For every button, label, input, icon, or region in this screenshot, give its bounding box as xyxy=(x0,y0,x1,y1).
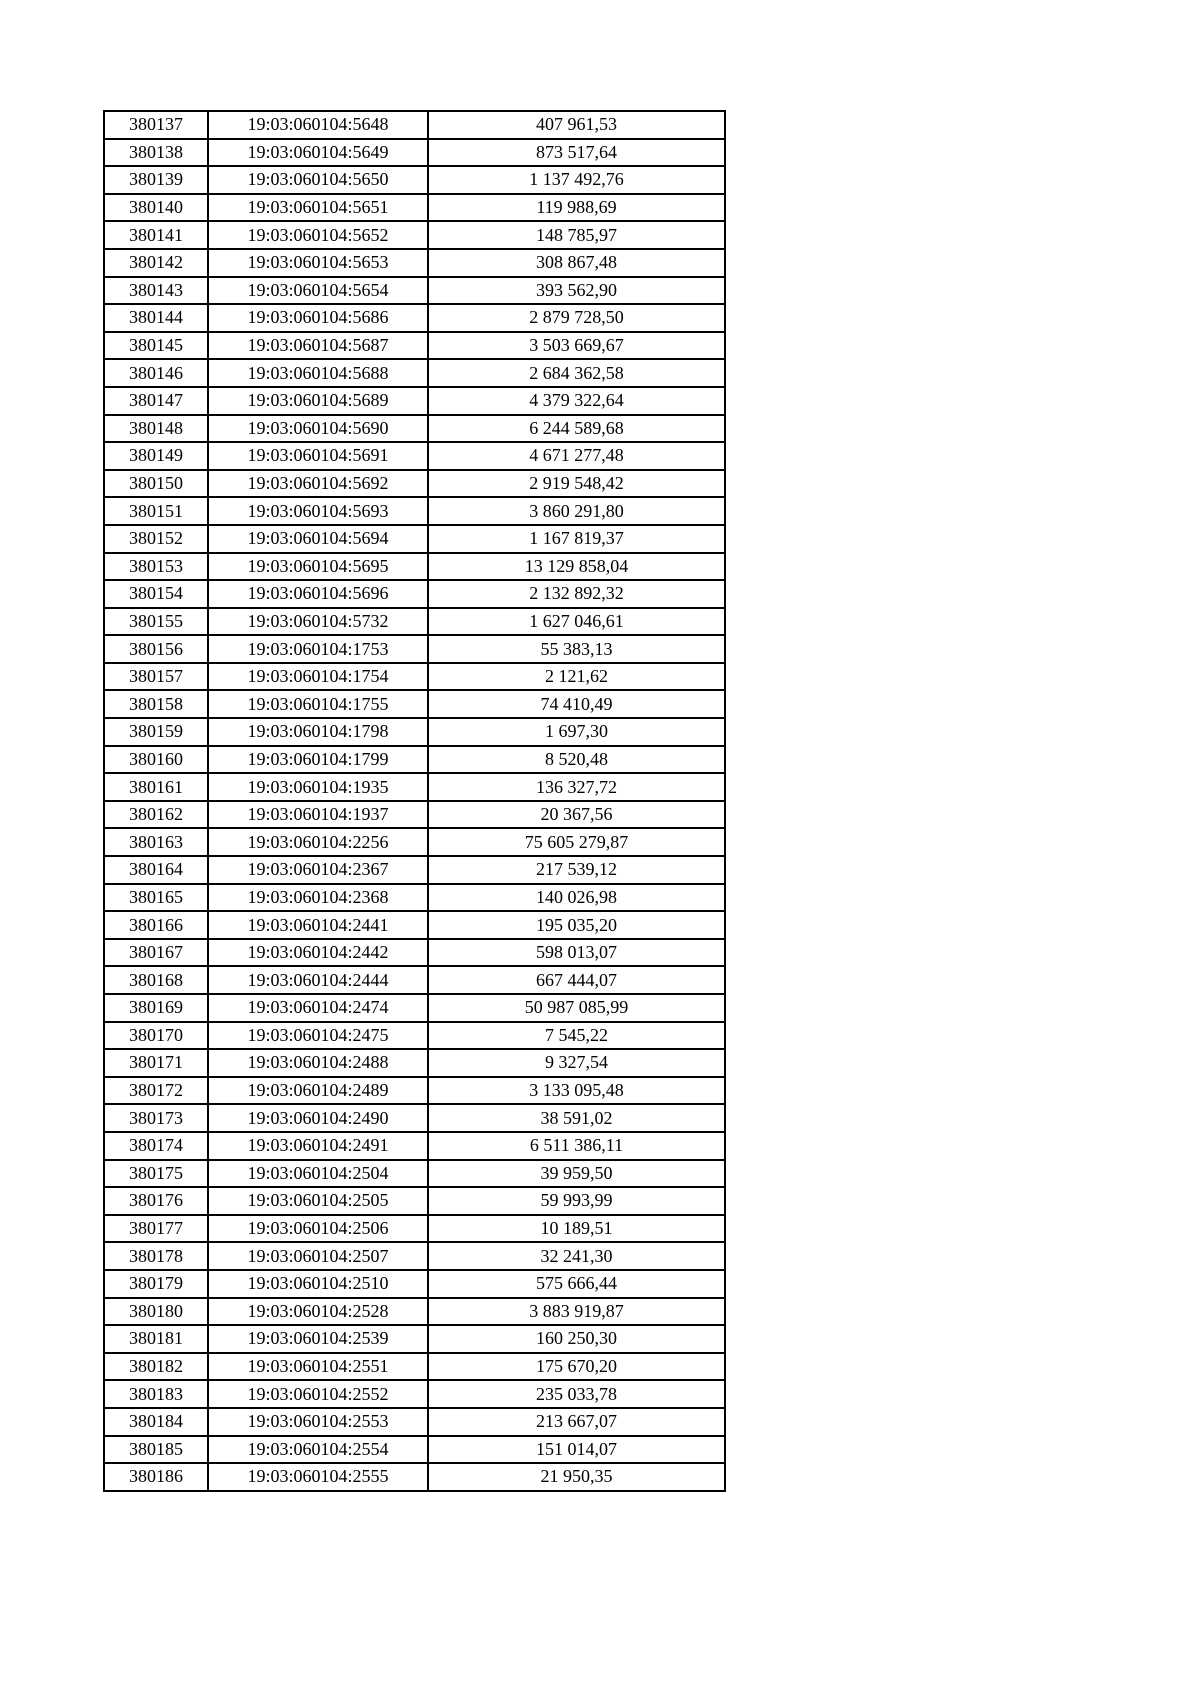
table-row xyxy=(104,277,725,305)
row-number-cell: 380166 xyxy=(104,911,208,939)
cadastral-number-cell: 19:03:060104:1753 xyxy=(208,635,428,663)
cadastral-number-cell: 19:03:060104:5650 xyxy=(208,166,428,194)
cadastral-number-cell: 19:03:060104:5653 xyxy=(208,249,428,277)
row-number-cell: 380182 xyxy=(104,1353,208,1381)
row-number-cell: 380179 xyxy=(104,1270,208,1298)
value-cell: 3 860 291,80 xyxy=(428,497,725,525)
row-number-cell: 380167 xyxy=(104,939,208,967)
row-number-cell: 380177 xyxy=(104,1215,208,1243)
row-number-cell: 380158 xyxy=(104,690,208,718)
cadastral-number-cell: 19:03:060104:2528 xyxy=(208,1298,428,1326)
row-number-cell: 380156 xyxy=(104,635,208,663)
row-number-cell: 380157 xyxy=(104,663,208,691)
value-cell: 598 013,07 xyxy=(428,939,725,967)
table-row xyxy=(104,525,725,553)
table-row xyxy=(104,911,725,939)
cadastral-number-cell: 19:03:060104:2441 xyxy=(208,911,428,939)
value-cell: 2 132 892,32 xyxy=(428,580,725,608)
value-cell: 8 520,48 xyxy=(428,746,725,774)
row-number-cell: 380168 xyxy=(104,966,208,994)
row-number-cell: 380154 xyxy=(104,580,208,608)
value-cell: 3 883 919,87 xyxy=(428,1298,725,1326)
value-cell: 74 410,49 xyxy=(428,690,725,718)
cadastral-number-cell: 19:03:060104:5648 xyxy=(208,111,428,139)
value-cell: 21 950,35 xyxy=(428,1463,725,1491)
cadastral-number-cell: 19:03:060104:2505 xyxy=(208,1187,428,1215)
value-cell: 32 241,30 xyxy=(428,1242,725,1270)
row-number-cell: 380171 xyxy=(104,1049,208,1077)
cadastral-number-cell: 19:03:060104:5696 xyxy=(208,580,428,608)
cadastral-number-cell: 19:03:060104:2474 xyxy=(208,994,428,1022)
value-cell: 2 879 728,50 xyxy=(428,304,725,332)
cadastral-number-cell: 19:03:060104:2256 xyxy=(208,828,428,856)
table-row xyxy=(104,1408,725,1436)
table-row xyxy=(104,332,725,360)
table-row xyxy=(104,718,725,746)
cadastral-number-cell: 19:03:060104:2368 xyxy=(208,884,428,912)
cadastral-number-cell: 19:03:060104:2553 xyxy=(208,1408,428,1436)
cadastral-number-cell: 19:03:060104:5652 xyxy=(208,221,428,249)
table-row xyxy=(104,1160,725,1188)
cadastral-number-cell: 19:03:060104:5651 xyxy=(208,194,428,222)
value-cell: 7 545,22 xyxy=(428,1022,725,1050)
row-number-cell: 380178 xyxy=(104,1242,208,1270)
cadastral-number-cell: 19:03:060104:2489 xyxy=(208,1077,428,1105)
cadastral-number-cell: 19:03:060104:2552 xyxy=(208,1380,428,1408)
cadastral-number-cell: 19:03:060104:5689 xyxy=(208,387,428,415)
table-row xyxy=(104,249,725,277)
value-cell: 2 121,62 xyxy=(428,663,725,691)
cadastral-number-cell: 19:03:060104:1935 xyxy=(208,773,428,801)
table-row xyxy=(104,1187,725,1215)
row-number-cell: 380150 xyxy=(104,470,208,498)
value-cell: 667 444,07 xyxy=(428,966,725,994)
table-row xyxy=(104,497,725,525)
table-row xyxy=(104,746,725,774)
table-row xyxy=(104,856,725,884)
cadastral-number-cell: 19:03:060104:2555 xyxy=(208,1463,428,1491)
cadastral-number-cell: 19:03:060104:1755 xyxy=(208,690,428,718)
row-number-cell: 380151 xyxy=(104,497,208,525)
value-cell: 235 033,78 xyxy=(428,1380,725,1408)
row-number-cell: 380144 xyxy=(104,304,208,332)
value-cell: 13 129 858,04 xyxy=(428,553,725,581)
row-number-cell: 380141 xyxy=(104,221,208,249)
table-row xyxy=(104,580,725,608)
row-number-cell: 380139 xyxy=(104,166,208,194)
value-cell: 873 517,64 xyxy=(428,139,725,167)
row-number-cell: 380145 xyxy=(104,332,208,360)
row-number-cell: 380185 xyxy=(104,1436,208,1464)
value-cell: 75 605 279,87 xyxy=(428,828,725,856)
table-row xyxy=(104,387,725,415)
cadastral-number-cell: 19:03:060104:2490 xyxy=(208,1104,428,1132)
value-cell: 1 137 492,76 xyxy=(428,166,725,194)
table-row xyxy=(104,1049,725,1077)
cadastral-number-cell: 19:03:060104:2444 xyxy=(208,966,428,994)
row-number-cell: 380164 xyxy=(104,856,208,884)
table-row xyxy=(104,359,725,387)
row-number-cell: 380153 xyxy=(104,553,208,581)
cadastral-number-cell: 19:03:060104:1798 xyxy=(208,718,428,746)
cadastral-number-cell: 19:03:060104:5649 xyxy=(208,139,428,167)
value-cell: 6 511 386,11 xyxy=(428,1132,725,1160)
row-number-cell: 380174 xyxy=(104,1132,208,1160)
cadastral-number-cell: 19:03:060104:2507 xyxy=(208,1242,428,1270)
cadastral-number-cell: 19:03:060104:2551 xyxy=(208,1353,428,1381)
cadastral-number-cell: 19:03:060104:5692 xyxy=(208,470,428,498)
table-row xyxy=(104,415,725,443)
value-cell: 1 697,30 xyxy=(428,718,725,746)
value-cell: 1 167 819,37 xyxy=(428,525,725,553)
value-cell: 59 993,99 xyxy=(428,1187,725,1215)
cadastral-number-cell: 19:03:060104:1754 xyxy=(208,663,428,691)
value-cell: 10 189,51 xyxy=(428,1215,725,1243)
value-cell: 55 383,13 xyxy=(428,635,725,663)
cadastral-number-cell: 19:03:060104:2491 xyxy=(208,1132,428,1160)
table-row xyxy=(104,1463,725,1491)
table-row xyxy=(104,442,725,470)
table-body xyxy=(104,111,725,1491)
table-row xyxy=(104,635,725,663)
cadastral-number-cell: 19:03:060104:2506 xyxy=(208,1215,428,1243)
value-cell: 151 014,07 xyxy=(428,1436,725,1464)
value-cell: 119 988,69 xyxy=(428,194,725,222)
table-row xyxy=(104,470,725,498)
row-number-cell: 380149 xyxy=(104,442,208,470)
cadastral-number-cell: 19:03:060104:5732 xyxy=(208,608,428,636)
cadastral-number-cell: 19:03:060104:2504 xyxy=(208,1160,428,1188)
row-number-cell: 380147 xyxy=(104,387,208,415)
row-number-cell: 380175 xyxy=(104,1160,208,1188)
cadastral-number-cell: 19:03:060104:2510 xyxy=(208,1270,428,1298)
table-row xyxy=(104,690,725,718)
table-row xyxy=(104,773,725,801)
value-cell: 6 244 589,68 xyxy=(428,415,725,443)
value-cell: 407 961,53 xyxy=(428,111,725,139)
data-table xyxy=(103,110,726,1492)
table-row xyxy=(104,139,725,167)
value-cell: 2 684 362,58 xyxy=(428,359,725,387)
cadastral-number-cell: 19:03:060104:2539 xyxy=(208,1325,428,1353)
row-number-cell: 380165 xyxy=(104,884,208,912)
cadastral-number-cell: 19:03:060104:5691 xyxy=(208,442,428,470)
row-number-cell: 380173 xyxy=(104,1104,208,1132)
value-cell: 9 327,54 xyxy=(428,1049,725,1077)
table-row xyxy=(104,1077,725,1105)
cadastral-number-cell: 19:03:060104:2475 xyxy=(208,1022,428,1050)
cadastral-number-cell: 19:03:060104:2488 xyxy=(208,1049,428,1077)
row-number-cell: 380176 xyxy=(104,1187,208,1215)
value-cell: 4 671 277,48 xyxy=(428,442,725,470)
row-number-cell: 380138 xyxy=(104,139,208,167)
value-cell: 148 785,97 xyxy=(428,221,725,249)
row-number-cell: 380169 xyxy=(104,994,208,1022)
row-number-cell: 380137 xyxy=(104,111,208,139)
table-row xyxy=(104,1298,725,1326)
value-cell: 20 367,56 xyxy=(428,801,725,829)
value-cell: 140 026,98 xyxy=(428,884,725,912)
table-row xyxy=(104,608,725,636)
row-number-cell: 380183 xyxy=(104,1380,208,1408)
row-number-cell: 380148 xyxy=(104,415,208,443)
value-cell: 308 867,48 xyxy=(428,249,725,277)
table-row xyxy=(104,194,725,222)
cadastral-number-cell: 19:03:060104:5693 xyxy=(208,497,428,525)
table-row xyxy=(104,111,725,139)
table-row xyxy=(104,1325,725,1353)
table-row xyxy=(104,221,725,249)
table-row xyxy=(104,939,725,967)
table-row xyxy=(104,553,725,581)
row-number-cell: 380162 xyxy=(104,801,208,829)
cadastral-number-cell: 19:03:060104:2554 xyxy=(208,1436,428,1464)
table-row xyxy=(104,828,725,856)
value-cell: 393 562,90 xyxy=(428,277,725,305)
table-row xyxy=(104,1380,725,1408)
row-number-cell: 380159 xyxy=(104,718,208,746)
cadastral-number-cell: 19:03:060104:5695 xyxy=(208,553,428,581)
table-row xyxy=(104,1270,725,1298)
cadastral-number-cell: 19:03:060104:1937 xyxy=(208,801,428,829)
value-cell: 136 327,72 xyxy=(428,773,725,801)
table-row xyxy=(104,1022,725,1050)
row-number-cell: 380143 xyxy=(104,277,208,305)
row-number-cell: 380160 xyxy=(104,746,208,774)
table-row xyxy=(104,1242,725,1270)
value-cell: 213 667,07 xyxy=(428,1408,725,1436)
table-row xyxy=(104,884,725,912)
cadastral-number-cell: 19:03:060104:5687 xyxy=(208,332,428,360)
value-cell: 38 591,02 xyxy=(428,1104,725,1132)
row-number-cell: 380142 xyxy=(104,249,208,277)
row-number-cell: 380161 xyxy=(104,773,208,801)
row-number-cell: 380170 xyxy=(104,1022,208,1050)
row-number-cell: 380155 xyxy=(104,608,208,636)
row-number-cell: 380163 xyxy=(104,828,208,856)
table-row xyxy=(104,1353,725,1381)
row-number-cell: 380184 xyxy=(104,1408,208,1436)
table-row xyxy=(104,304,725,332)
value-cell: 1 627 046,61 xyxy=(428,608,725,636)
value-cell: 160 250,30 xyxy=(428,1325,725,1353)
cadastral-number-cell: 19:03:060104:5688 xyxy=(208,359,428,387)
table-row xyxy=(104,1132,725,1160)
cadastral-number-cell: 19:03:060104:5654 xyxy=(208,277,428,305)
value-cell: 3 133 095,48 xyxy=(428,1077,725,1105)
value-cell: 2 919 548,42 xyxy=(428,470,725,498)
value-cell: 4 379 322,64 xyxy=(428,387,725,415)
row-number-cell: 380152 xyxy=(104,525,208,553)
table-row xyxy=(104,1215,725,1243)
table-row xyxy=(104,966,725,994)
cadastral-number-cell: 19:03:060104:1799 xyxy=(208,746,428,774)
cadastral-number-cell: 19:03:060104:5690 xyxy=(208,415,428,443)
cadastral-number-cell: 19:03:060104:5686 xyxy=(208,304,428,332)
cadastral-number-cell: 19:03:060104:2367 xyxy=(208,856,428,884)
cadastral-number-cell: 19:03:060104:2442 xyxy=(208,939,428,967)
table-row xyxy=(104,1104,725,1132)
row-number-cell: 380186 xyxy=(104,1463,208,1491)
table-row xyxy=(104,1436,725,1464)
value-cell: 50 987 085,99 xyxy=(428,994,725,1022)
value-cell: 217 539,12 xyxy=(428,856,725,884)
row-number-cell: 380181 xyxy=(104,1325,208,1353)
value-cell: 3 503 669,67 xyxy=(428,332,725,360)
row-number-cell: 380172 xyxy=(104,1077,208,1105)
row-number-cell: 380180 xyxy=(104,1298,208,1326)
value-cell: 575 666,44 xyxy=(428,1270,725,1298)
row-number-cell: 380146 xyxy=(104,359,208,387)
table-row xyxy=(104,801,725,829)
value-cell: 39 959,50 xyxy=(428,1160,725,1188)
table-row xyxy=(104,166,725,194)
row-number-cell: 380140 xyxy=(104,194,208,222)
cadastral-number-cell: 19:03:060104:5694 xyxy=(208,525,428,553)
value-cell: 195 035,20 xyxy=(428,911,725,939)
table-row xyxy=(104,663,725,691)
table-row xyxy=(104,994,725,1022)
value-cell: 175 670,20 xyxy=(428,1353,725,1381)
